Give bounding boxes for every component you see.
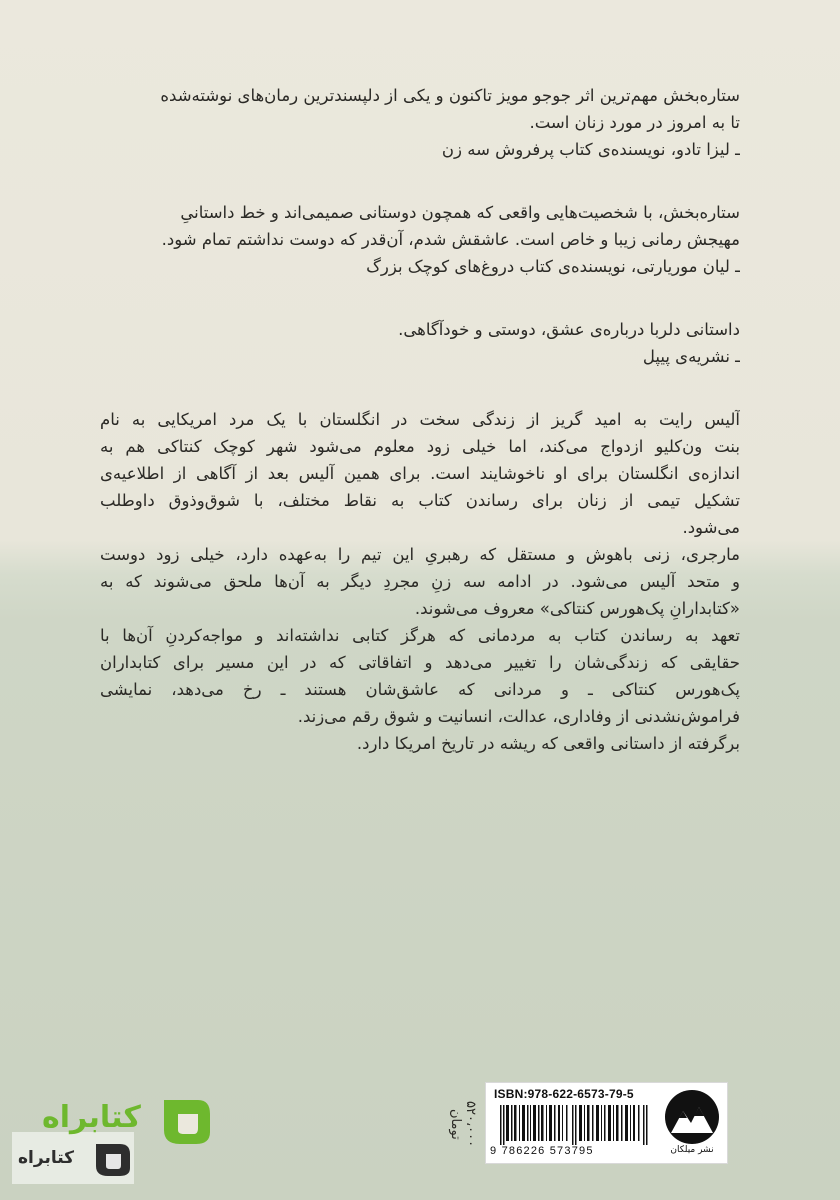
blurb-1-attribution: ـ لیزا تادو، نویسنده‌ی کتاب پرفروش سه زن (441, 140, 740, 159)
blurb-3-line-1: داستانی دلربا درباره‌ی عشق، دوستی و خودآگاهی. (398, 320, 740, 339)
synopsis-line-10: حقایقی که زندگی‌شان را تغییر می‌دهد و اتفاقاتی که در این مسیر برای کتابداران (100, 653, 740, 672)
synopsis-line-11: پک‌هورس کنتاکی ـ و مردانی که عاشق‌شان هستند ـ رخ می‌دهد، نمایشی (100, 680, 740, 699)
brand-name: کتابراه (42, 1100, 141, 1135)
blurb-2-line-2: مهیجش رمانی زیبا و خاص است. عاشقش شدم، آن‌قدر که دوست نداشتم تمام شود. (161, 230, 740, 249)
barcode-digits: 9 786226 573795 (490, 1145, 594, 1157)
brand-name-small: کتابراه (18, 1148, 75, 1168)
synopsis-line-2: بنت ون‌کلیو ازدواج می‌کند، اما خیلی زود معلوم می‌شود شهر کوچک کنتاکی هم به (100, 437, 740, 456)
synopsis-line-4: تشکیل تیمی از زنان برای رساندن کتاب به نقاط مختلف، با شوق‌وذوق داوطلب (100, 491, 740, 510)
blurb-1-line-1: ستاره‌بخش مهم‌ترین اثر جوجو مویز تاکنون و یکی از دلپسندترین رمان‌های نوشته‌شده (160, 86, 740, 105)
synopsis-line-5: می‌شود. (682, 518, 740, 537)
blurb-3-attribution: ـ نشریه‌ی پیپل (642, 347, 740, 366)
ketabrah-logo-icon (158, 1092, 216, 1150)
synopsis-line-13: برگرفته از داستانی واقعی که ریشه در تاریخ امریکا دارد. (356, 734, 740, 753)
ketabrah-watermark (12, 1092, 212, 1192)
price-label: ۵۲۰،۰۰۰ تومان (448, 1100, 478, 1148)
ketabrah-small-logo-icon (92, 1138, 134, 1180)
blurb-2-line-1: ستاره‌بخش، با شخصیت‌هایی واقعی که همچون دوستانی صمیمی‌اند و خط داستانیِ (180, 203, 740, 222)
cover-text (100, 82, 740, 757)
synopsis-line-1: آلیس رایت به امید گریز از زندگی سخت در انگلستان با یک مرد امریکایی به نام (100, 410, 740, 429)
isbn-barcode-block (485, 1082, 728, 1164)
blurb-2-attribution: ـ لیان موریارتی، نویسنده‌ی کتاب دروغ‌های کوچک بزرگ (366, 257, 740, 276)
blurb-1-line-2: تا به امروز در مورد زنان است. (529, 113, 740, 132)
publisher-logo (661, 1089, 723, 1159)
mountain-logo-icon (661, 1089, 723, 1145)
synopsis-line-12: فراموش‌نشدنی از وفاداری، عدالت، انسانیت و شوق رقم می‌زند. (297, 707, 740, 726)
publisher-name: نشر میلکان (670, 1145, 714, 1155)
synopsis-line-6: مارجری، زنی باهوش و مستقل که رهبریِ این تیم را به‌عهده دارد، خیلی زود دوست (100, 545, 740, 564)
isbn-number: ISBN:978-622-6573-79-5 (494, 1087, 634, 1101)
synopsis-line-7: و متحد آلیس می‌شود. در ادامه سه زنِ مجردِ دیگر به آن‌ها ملحق می‌شوند که به (100, 572, 740, 591)
synopsis-line-3: اندازه‌ی انگلستان برای او ناخوشایند است. برای همین آلیس بعد از آگاهی از اطلاعیه‌ی (100, 464, 740, 483)
synopsis-line-8: «کتابدارانِ پک‌هورس کنتاکی» معروف می‌شوند. (414, 599, 740, 618)
barcode-image (500, 1105, 650, 1145)
synopsis-line-9: تعهد به رساندن کتاب به مردمانی که هرگز کتابی نداشته‌اند و مواجه‌کردنِ آن‌ها با (100, 626, 740, 645)
